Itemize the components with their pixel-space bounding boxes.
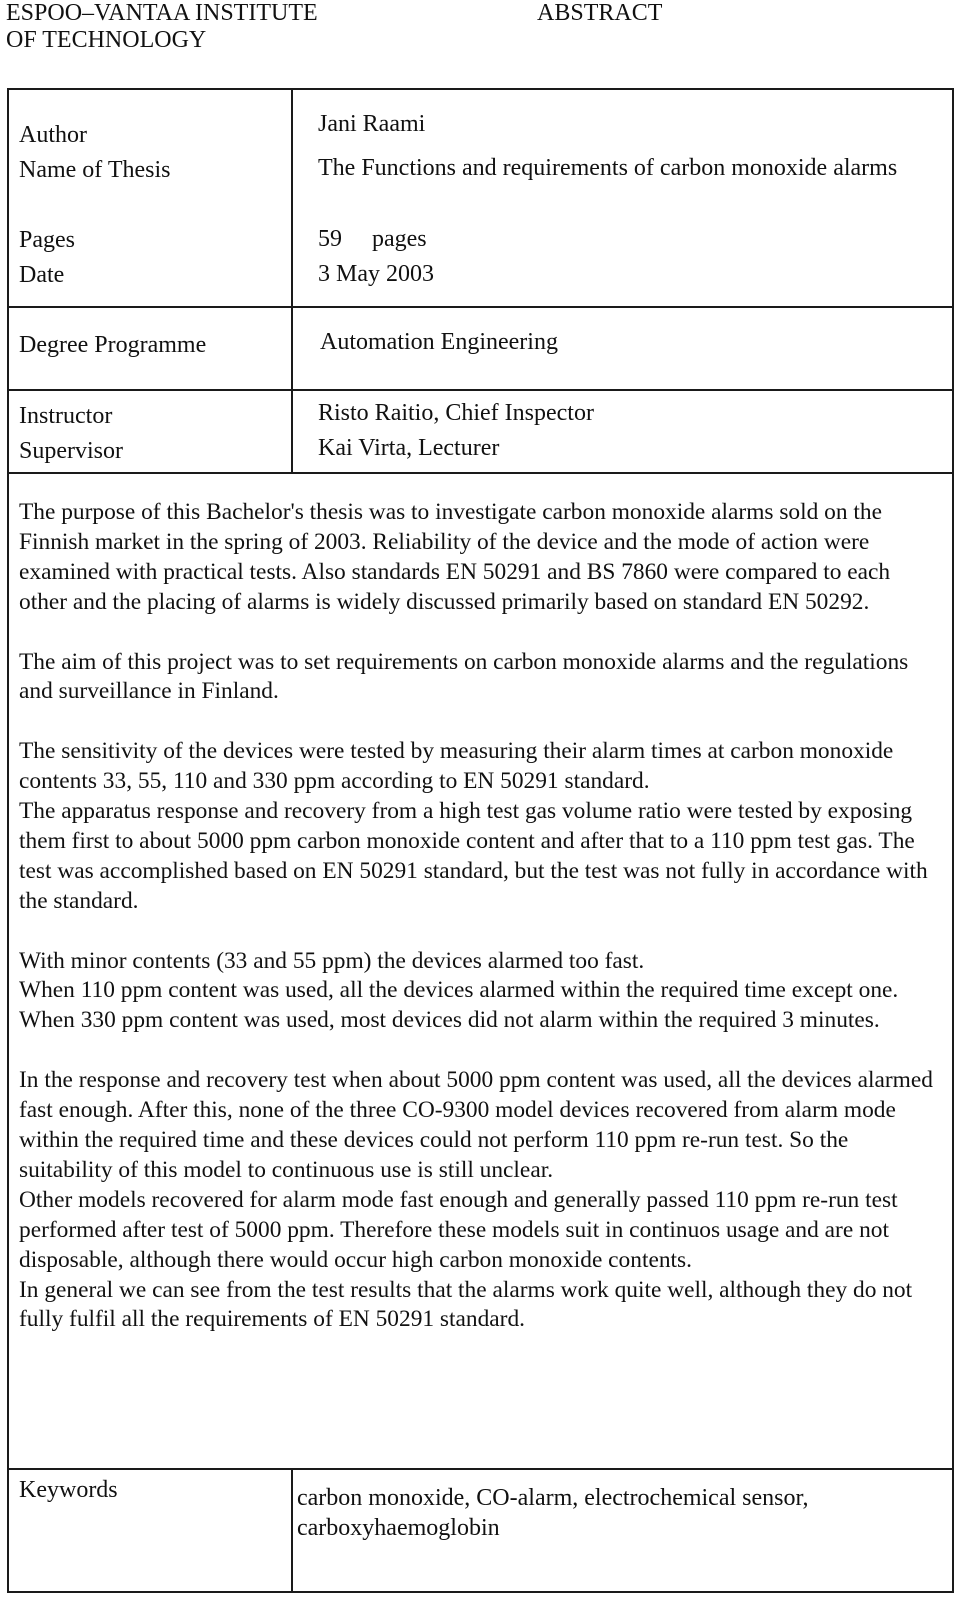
keywords-value: carbon monoxide, CO-alarm, electrochemical sensor, carboxyhaemoglobin [297,1485,809,1541]
abstract-paragraph-purpose: The purpose of this Bachelor's thesis was to investigate carbon monoxide alarms sold on the Finnish market in the spring of 2003. Reliability of the device and the mode of action were examined with practical tests. Also standards EN 50291 and BS 7860 were compared to each other and the placing of alarms is widely discussed primarily based on standard EN 50292. [19,499,891,615]
abstract-paragraph-results: When 110 ppm content was used, all the devices alarmed within the required time except one. When 330 ppm content was used, most devices did not alarm within the required 3 minutes. [19,977,899,1034]
abstract-paragraph-minor-contents: With minor contents (33 and 55 ppm) the devices alarmed too fast. [19,947,645,974]
thesis-title-value: The Functions and requirements of carbon monoxide alarms [318,155,898,181]
instructor-value: Risto Raitio, Chief Inspector [318,400,594,426]
abstract-paragraph-sensitivity: The sensitivity of the devices were tested by measuring their alarm times at carbon monoxide contents 33, 55, 110 and 330 ppm according to EN 50291 standard. [19,738,894,795]
instructor-label: Instructor [19,403,113,429]
abstract-paragraph-aim: The aim of this project was to set requirements on carbon monoxide alarms and the regulations and surveillance in Finland. [19,648,909,705]
meta-column-divider [291,90,293,474]
degree-programme-value: Automation Engineering [320,329,558,355]
keywords-label: Keywords [19,1477,118,1503]
abstract-paragraph-recovery: In the response and recovery test when about 5000 ppm content was used, all the devices alarmed fast enough. After this, none of the three CO-9300 model devices recovered from alarm mode within the required time and these devices could not perform 110 ppm re-run test. So the suitability of this model to continuous use is still unclear. [19,1067,933,1183]
thesis-name-label: Name of Thesis [19,157,171,183]
institute-name [6,0,426,54]
pages-value: 59 pages [318,226,427,252]
keywords-column-divider [291,1470,293,1591]
date-label: Date [19,262,65,288]
institute-line-2: OF TECHNOLOGY [6,27,207,53]
document-type: ABSTRACT [537,0,663,26]
abstract-paragraph-other-models: Other models recovered for alarm mode fast enough and generally passed 110 ppm re-run test performed after test of 5000 ppm. Therefore these models suit in continuos usage and are not disposable, although there would occur high carbon monoxide contents. [19,1186,898,1273]
abstract-body [19,498,939,1335]
supervisor-label: Supervisor [19,438,123,464]
institute-line-1: ESPOO–VANTAA INSTITUTE [6,0,318,26]
abstract-paragraph-response-test: The apparatus response and recovery from a high test gas volume ratio were tested by exposing them first to about 5000 ppm carbon monoxide content and after that to a 110 ppm test gas. The test was accomplished based on EN 50291 standard, but the test was not fully in accordance with the standard. [19,798,928,914]
abstract-paragraph-conclusion: In general we can see from the test results that the alarms work quite well, although they do not fully fulfil all the requirements of EN 50291 standard. [19,1276,913,1333]
abstract-form [7,88,954,1593]
author-value: Jani Raami [318,111,426,137]
supervisor-value: Kai Virta, Lecturer [318,435,500,461]
pages-label: Pages [19,227,75,253]
author-label: Author [19,122,87,148]
degree-programme-label: Degree Programme [19,332,207,358]
date-value: 3 May 2003 [318,261,434,287]
